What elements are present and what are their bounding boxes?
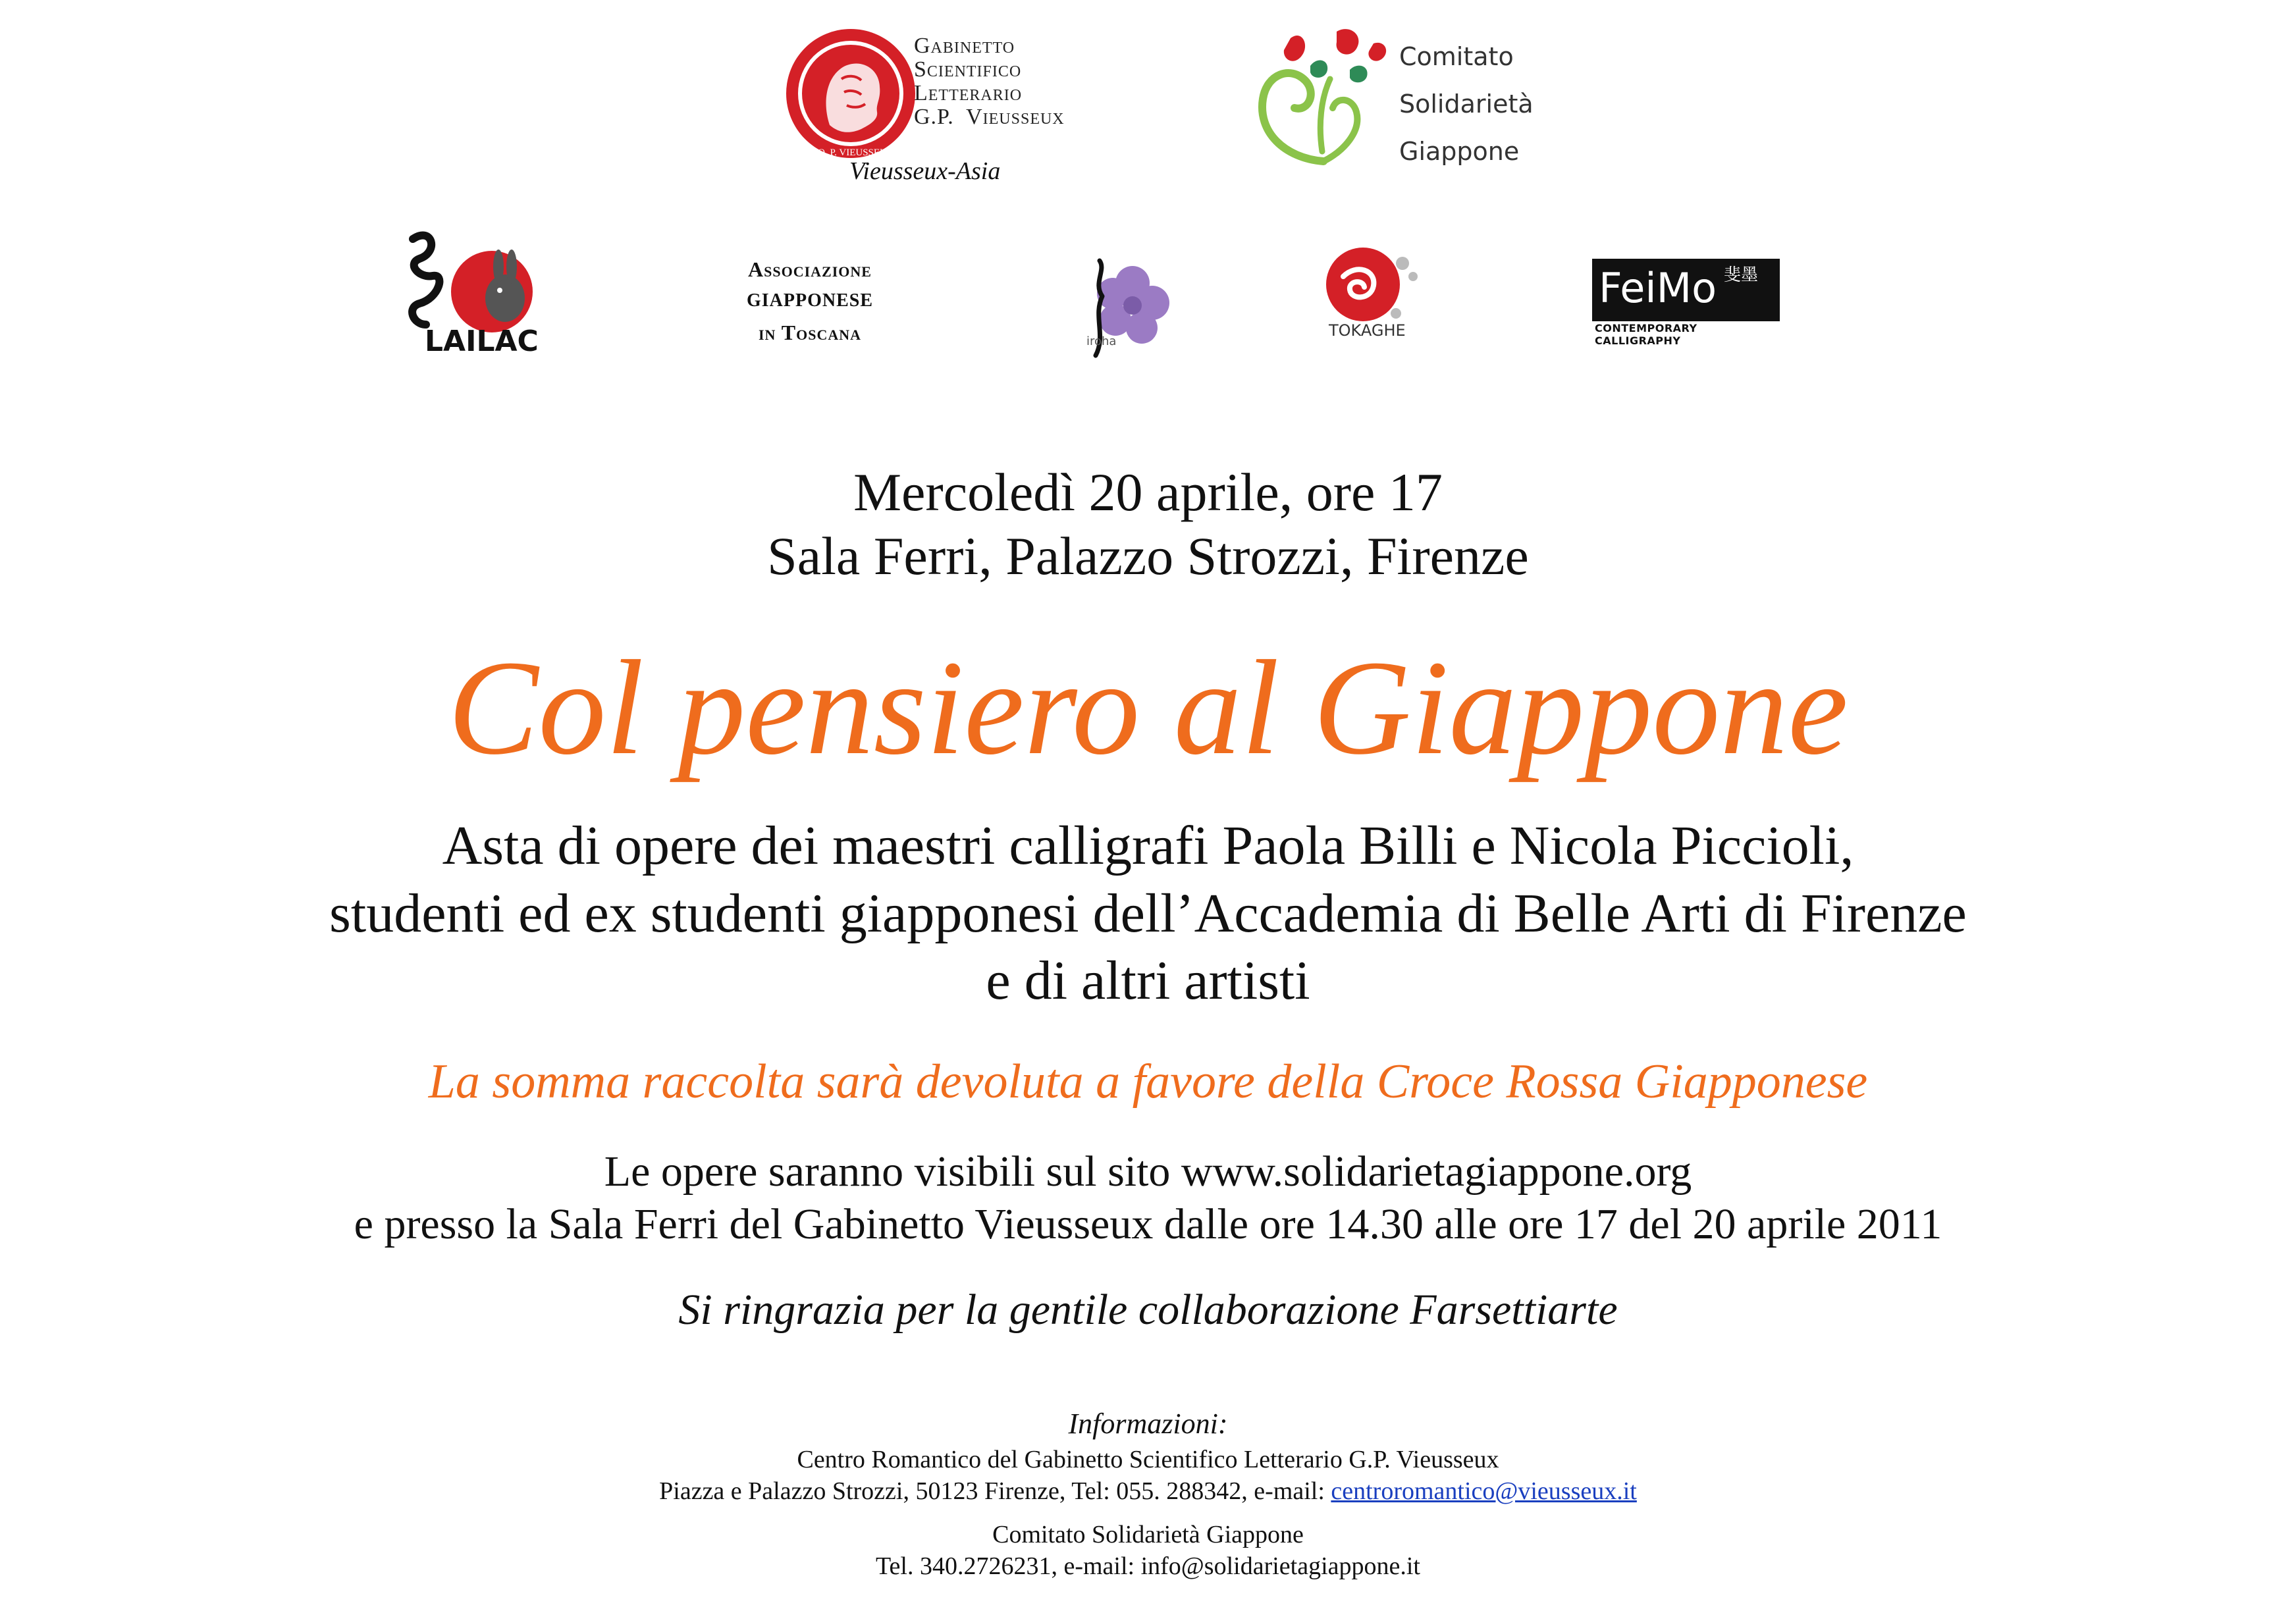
vieusseux-line: Scientifico bbox=[914, 57, 1022, 82]
vieusseux-asia-caption: Vieusseux-Asia bbox=[849, 157, 1001, 185]
feimo-cjk-mark: 斐墨 bbox=[1724, 265, 1759, 285]
feimo-wordmark: FeiMo bbox=[1599, 264, 1717, 312]
iroha-logo bbox=[1073, 257, 1179, 362]
comitato-line: Solidarietà bbox=[1399, 90, 1534, 119]
associazione-logo bbox=[685, 253, 935, 348]
associazione-line: in Toscana bbox=[758, 321, 862, 344]
info-title: Informazioni: bbox=[1068, 1408, 1228, 1440]
event-description-line: studenti ed ex studenti giapponesi dell’Accademia di Belle Arti di Firenze bbox=[329, 883, 1967, 944]
vieusseux-line: G.P. Vieusseux bbox=[914, 105, 1065, 129]
visibility-line: Le opere saranno visibili sul sito www.solidarietagiappone.org bbox=[604, 1147, 1692, 1196]
vieusseux-name bbox=[914, 34, 1065, 129]
lailac-logo bbox=[393, 226, 541, 364]
info-line: Comitato Solidarietà Giappone bbox=[992, 1521, 1304, 1548]
comitato-name bbox=[1399, 33, 1534, 175]
comitato-line: Comitato bbox=[1399, 42, 1514, 71]
thanks-note: Si ringrazia per la gentile collaborazione Farsettiarte bbox=[678, 1286, 1618, 1334]
visibility-line: e presso la Sala Ferri del Gabinetto Vieusseux dalle ore 14.30 alle ore 17 del 20 aprile 2011 bbox=[354, 1200, 1942, 1248]
feimo-logo bbox=[1592, 259, 1783, 347]
event-venue: Sala Ferri, Palazzo Strozzi, Firenze bbox=[767, 526, 1529, 586]
email-link[interactable]: centroromantico@vieusseux.it bbox=[1331, 1477, 1637, 1505]
svg-text:GIO. P. VIEUSSEUX: GIO. P. VIEUSSEUX bbox=[807, 147, 894, 158]
comitato-emblem-icon bbox=[1244, 20, 1396, 171]
vieusseux-logo bbox=[784, 26, 1100, 191]
feimo-subtitle: CONTEMPORARY CALLIGRAPHY bbox=[1595, 322, 1697, 347]
info-address-line bbox=[0, 1476, 2296, 1506]
event-date: Mercoledì 20 aprile, ore 17 bbox=[853, 462, 1443, 522]
info-address: Piazza e Palazzo Strozzi, 50123 Firenze, Tel: 055. 288342, e-mail: bbox=[659, 1477, 1331, 1505]
donation-note: La somma raccolta sarà devoluta a favore della Croce Rossa Giapponese bbox=[428, 1055, 1868, 1109]
info-line: Tel. 340.2726231, e-mail: info@solidarietagiappone.it bbox=[876, 1552, 1420, 1580]
tokaghe-logo bbox=[1310, 237, 1429, 356]
event-description-line: e di altri artisti bbox=[986, 950, 1310, 1011]
comitato-line: Giappone bbox=[1399, 137, 1520, 166]
iroha-caption: iroha bbox=[1086, 334, 1117, 348]
vieusseux-seal-icon bbox=[784, 26, 919, 161]
event-description-line: Asta di opere dei maestri calligrafi Paola Billi e Nicola Piccioli, bbox=[442, 815, 1854, 876]
comitato-logo bbox=[1244, 20, 1547, 178]
tokaghe-caption: TOKAGHE bbox=[1329, 321, 1406, 340]
associazione-line: GIAPPONESE bbox=[746, 290, 874, 311]
info-line: Centro Romantico del Gabinetto Scientifico Letterario G.P. Vieusseux bbox=[797, 1446, 1499, 1473]
page-title: Col pensiero al Giappone bbox=[448, 632, 1848, 783]
vieusseux-line: Letterario bbox=[914, 81, 1023, 105]
associazione-line: Associazione bbox=[748, 257, 872, 281]
vieusseux-line: Gabinetto bbox=[914, 34, 1015, 58]
lailac-label: LAILAC bbox=[425, 325, 539, 358]
